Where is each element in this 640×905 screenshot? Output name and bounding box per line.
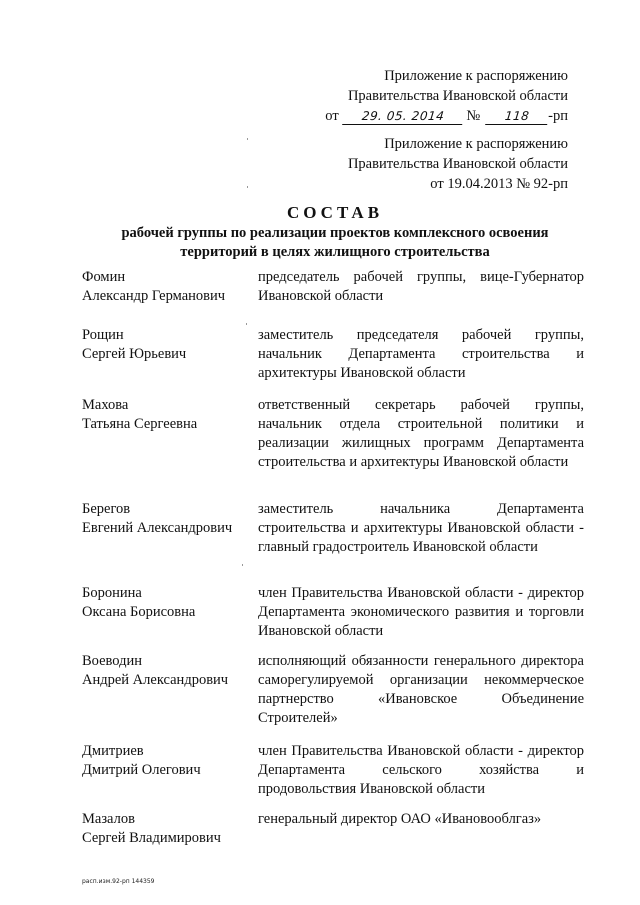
member-surname: Берегов bbox=[82, 501, 131, 517]
appendix-old-line3: от 19.04.2013 № 92-рп bbox=[430, 176, 568, 192]
appendix-new-line3 bbox=[325, 106, 568, 126]
member-given-names: Оксана Борисовна bbox=[82, 604, 196, 620]
member-row bbox=[82, 584, 584, 652]
member-row bbox=[82, 500, 584, 584]
member-given-names: Александр Германович bbox=[82, 288, 226, 304]
member-given-names: Сергей Владимирович bbox=[82, 830, 221, 846]
member-role: ответственный секретарь рабочей группы, начальник отдела строительной политики и реализации жилищных программ Департамента строительства и архитектуры Ивановской области bbox=[258, 397, 584, 470]
member-role: исполняющий обязанности генерального директора саморегулируемой организации некоммерческое партнерство «Ивановское Объединение Строителей» bbox=[258, 653, 584, 726]
member-name bbox=[82, 742, 258, 810]
member-row bbox=[82, 326, 584, 396]
member-given-names: Дмитрий Олегович bbox=[82, 762, 201, 778]
member-surname: Дмитриев bbox=[82, 743, 144, 759]
member-role: член Правительства Ивановской области - директор Департамента экономического развития и торговли Ивановской области bbox=[258, 585, 584, 639]
member-surname: Махова bbox=[82, 397, 129, 413]
title-main: СОСТАВ bbox=[286, 203, 384, 222]
member-surname: Мазалов bbox=[82, 811, 135, 827]
member-row bbox=[82, 268, 584, 326]
member-surname: Рощин bbox=[82, 327, 124, 343]
member-row bbox=[82, 810, 584, 854]
member-row bbox=[82, 652, 584, 742]
members-list bbox=[82, 268, 584, 854]
appendix-header-new bbox=[325, 66, 568, 126]
member-row bbox=[82, 396, 584, 500]
member-name bbox=[82, 810, 258, 854]
scan-speck bbox=[246, 323, 247, 325]
footer-file-code: расп.изм.92-рп 144359 bbox=[82, 878, 155, 885]
scan-speck bbox=[247, 186, 248, 188]
handwritten-number: 118 bbox=[485, 109, 549, 125]
member-role: заместитель начальника Департамента строительства и архитектуры Ивановской области - главный градостроитель Ивановской области bbox=[258, 501, 584, 555]
member-name bbox=[82, 326, 258, 396]
title-line-1: рабочей группы по реализации проектов комплексного освоения bbox=[121, 225, 549, 241]
member-role: председатель рабочей группы, вице-Губернатор Ивановской области bbox=[258, 269, 584, 304]
member-role: генеральный директор ОАО «Ивановооблгаз» bbox=[258, 811, 542, 827]
scan-speck bbox=[247, 138, 248, 140]
scan-speck bbox=[242, 564, 243, 566]
member-given-names: Андрей Александрович bbox=[82, 672, 229, 688]
member-role: член Правительства Ивановской области - директор Департамента сельского хозяйства и продовольствия Ивановской области bbox=[258, 743, 584, 797]
handwritten-date: 29. 05. 2014 bbox=[342, 109, 464, 125]
member-surname: Фомин bbox=[82, 269, 126, 285]
number-suffix: -рп bbox=[548, 108, 568, 124]
member-name bbox=[82, 584, 258, 652]
member-surname: Боронина bbox=[82, 585, 142, 601]
member-name bbox=[82, 652, 258, 742]
appendix-header-old bbox=[348, 134, 568, 194]
member-name bbox=[82, 396, 258, 500]
appendix-new-line1: Приложение к распоряжению bbox=[384, 68, 568, 84]
appendix-new-line2: Правительства Ивановской области bbox=[347, 88, 568, 104]
member-surname: Воеводин bbox=[82, 653, 143, 669]
member-name bbox=[82, 500, 258, 584]
number-prefix: № bbox=[466, 108, 481, 124]
document-title bbox=[70, 202, 600, 262]
appendix-old-line2: Правительства Ивановской области bbox=[347, 156, 568, 172]
member-given-names: Евгений Александрович bbox=[82, 520, 233, 536]
member-name bbox=[82, 268, 258, 326]
appendix-old-line1: Приложение к распоряжению bbox=[384, 136, 568, 152]
date-prefix: от bbox=[325, 108, 339, 124]
member-row bbox=[82, 742, 584, 810]
member-given-names: Татьяна Сергеевна bbox=[82, 416, 198, 432]
member-given-names: Сергей Юрьевич bbox=[82, 346, 187, 362]
member-role: заместитель председателя рабочей группы, начальник Департамента строительства и архитектуры Ивановской области bbox=[258, 327, 584, 381]
title-line-2: территорий в целях жилищного строительства bbox=[180, 244, 490, 260]
